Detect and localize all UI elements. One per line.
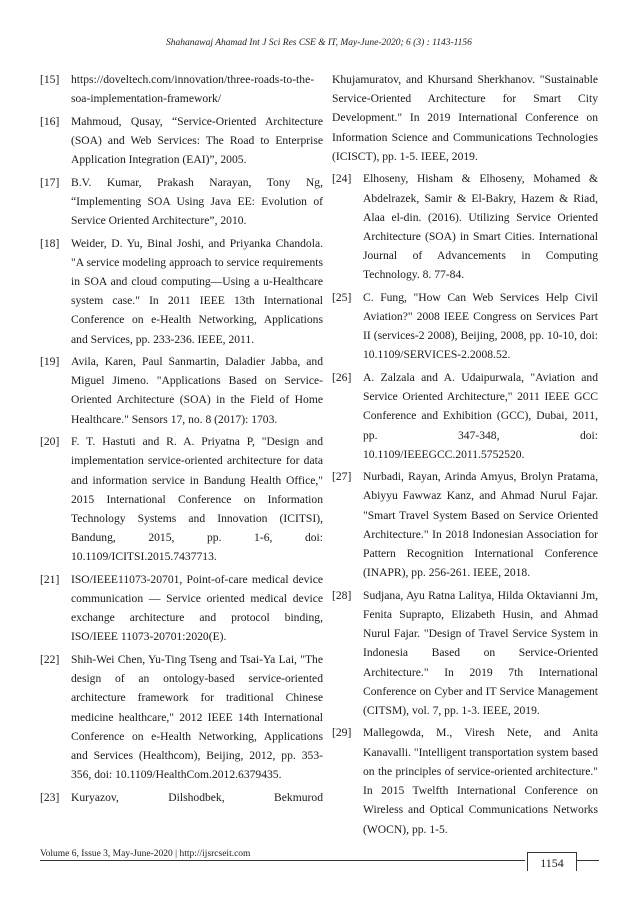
reference-number: [16] [40,114,60,128]
reference-item [40,570,323,647]
reference-number: [15] [40,73,60,86]
reference-number: [25] [332,290,352,304]
reference-number: [27] [332,470,352,484]
footer-rule [40,860,525,861]
reference-text: A. Zalzala and A. Udaipurwala, "Aviation and Service Oriented Architecture," 2011 IEEE GCC Conference and Exhibition (GCC), Dubai, 2011, pp. 347-348, doi: 10.1109/IEEEGCC.2011.5752520. [363,370,598,461]
reference-item [332,288,598,365]
reference-item-continued [332,70,598,166]
reference-number: [29] [332,726,352,740]
reference-number: [21] [40,572,60,586]
reference-item [332,368,598,464]
reference-number: [18] [40,236,60,250]
reference-item [40,352,323,429]
reference-text: Mahmoud, Qusay, “Service-Oriented Architecture (SOA) and Web Services: The Road to Enterprise Application Integration (EAI)”, 2005. [71,114,323,167]
reference-item [332,467,598,582]
reference-number: [23] [40,790,60,804]
page-number: 1154 [527,852,577,871]
reference-number: [28] [332,588,352,602]
footer-rule-tail [577,860,599,861]
reference-text: C. Fung, "How Can Web Services Help Civil Aviation?" 2008 IEEE Congress on Services Part II (services-2 2008), Beijing, 2008, pp. 10-10, doi: 10.1109/SERVICES-2.2008.52. [363,290,598,362]
journal-footer: Volume 6, Issue 3, May-June-2020 | http://ijsrcseit.com [40,849,251,859]
reference-text: Mallegowda, M., Viresh Nete, and Anita Kanavalli. "Intelligent transportation system based on the principles of service-oriented architecture." In 2015 Twelfth International Conference on Wireless and Optical Communications Networks (WOCN), pp. 1-5. [363,726,598,836]
reference-item [332,723,598,838]
reference-item [40,432,323,566]
reference-text: https://doveltech.com/innovation/three-roads-to-the-soa-implementation-framework/ [71,73,315,106]
reference-item [40,650,323,784]
reference-item [40,112,323,170]
reference-item [332,169,598,284]
reference-number: [22] [40,652,60,666]
reference-item [40,234,323,349]
reference-text: ISO/IEEE11073-20701, Point-of-care medical device communication — Service oriented medical device exchange architecture and protocol binding, ISO/IEEE 11073-20701:2020(E). [71,572,323,644]
reference-item [40,173,323,231]
reference-item [332,586,598,720]
reference-text: F. T. Hastuti and R. A. Priyatna P, "Design and implementation service-oriented architecture for data and information service in Bandung Health Office," 2015 International Conference on Information Technology Systems and Innovation (ICITSI), Bandung, 2015, pp. 1-6, doi: 10.1109/ICITSI.2015.7437713. [71,435,323,564]
reference-item [40,788,323,807]
running-header: Shahanawaj Ahamad Int J Sci Res CSE & IT, May-June-2020; 6 (3) : 1143-1156 [166,38,472,48]
reference-item [40,70,323,108]
references-column-right [332,70,598,842]
reference-text: Avila, Karen, Paul Sanmartin, Daladier Jabba, and Miguel Jimeno. "Applications Based on Service-Oriented Architecture (SOA) in the Field of Home Healthcare." Sensors 17, no. 8 (2017): 1703. [71,355,323,426]
reference-number: [19] [40,355,60,369]
reference-number: [24] [332,172,352,186]
reference-text: Shih-Wei Chen, Yu-Ting Tseng and Tsai-Ya Lai, "The design of an ontology-based service-oriented architecture framework for traditional Chinese medicine healthcare," 2012 IEEE 14th International Conference on e-Health Networking, Applications and Services (Healthcom), Beijing, 2012, pp. 353-356, doi: 10.1109/HealthCom.2012.6379435. [71,652,323,782]
reference-text: Weider, D. Yu, Binal Joshi, and Priyanka Chandola. "A service modeling approach to service requirements in SOA and cloud computing—Using a u-Healthcare system case." In 2011 IEEE 13th International Conference on e-Health Networking, Applications and Services, pp. 233-236. IEEE, 2011. [71,236,323,346]
reference-text: Nurbadi, Rayan, Arinda Amyus, Brolyn Pratama, Abiyyu Fawwaz Kanz, and Ahmad Nurul Fajar. "Smart Travel System Based on Service Oriented Architecture." In 2018 Indonesian Association for Pattern Recognition International Conference (INAPR), pp. 256-261. IEEE, 2018. [363,470,598,580]
reference-text: Sudjana, Ayu Ratna Lalitya, Hilda Oktavianni Jm, Fenita Suprapto, Elizabeth Husin, and Ahmad Nurul Fajar. "Design of Travel Service System in Indonesia Based on Service-Oriented Architecture." In 2019 7th International Conference on Cyber and IT Service Management (CITSM), vol. 7, pp. 1-3. IEEE, 2019. [363,588,598,717]
references-column-left [40,70,323,810]
reference-number: [26] [332,370,352,384]
reference-text: Kuryazov, Dilshodbek, Bekmurod [71,790,323,804]
reference-number: [20] [40,435,60,449]
reference-text: Elhoseny, Hisham & Elhoseny, Mohamed & Abdelrazek, Samir & El-Bakry, Hazem & Riad, Alaa el-din. (2016). Utilizing Service Oriented Architecture (SOA) in Smart Cities. International Journal of Advancements in Computing Technology. 8. 77-84. [363,172,598,282]
reference-text: B.V. Kumar, Prakash Narayan, Tony Ng, “Implementing SOA Using Java EE: Evolution of Service Oriented Architecture”, 2010. [71,175,323,228]
reference-number: [17] [40,175,60,189]
reference-text: Khujamuratov, and Khursand Sherkhanov. "Sustainable Service-Oriented Architecture for Smart City Development." In 2019 International Conference on Information Science and Communications Technologies (ICISCT), pp. 1-5. IEEE, 2019. [332,73,598,163]
